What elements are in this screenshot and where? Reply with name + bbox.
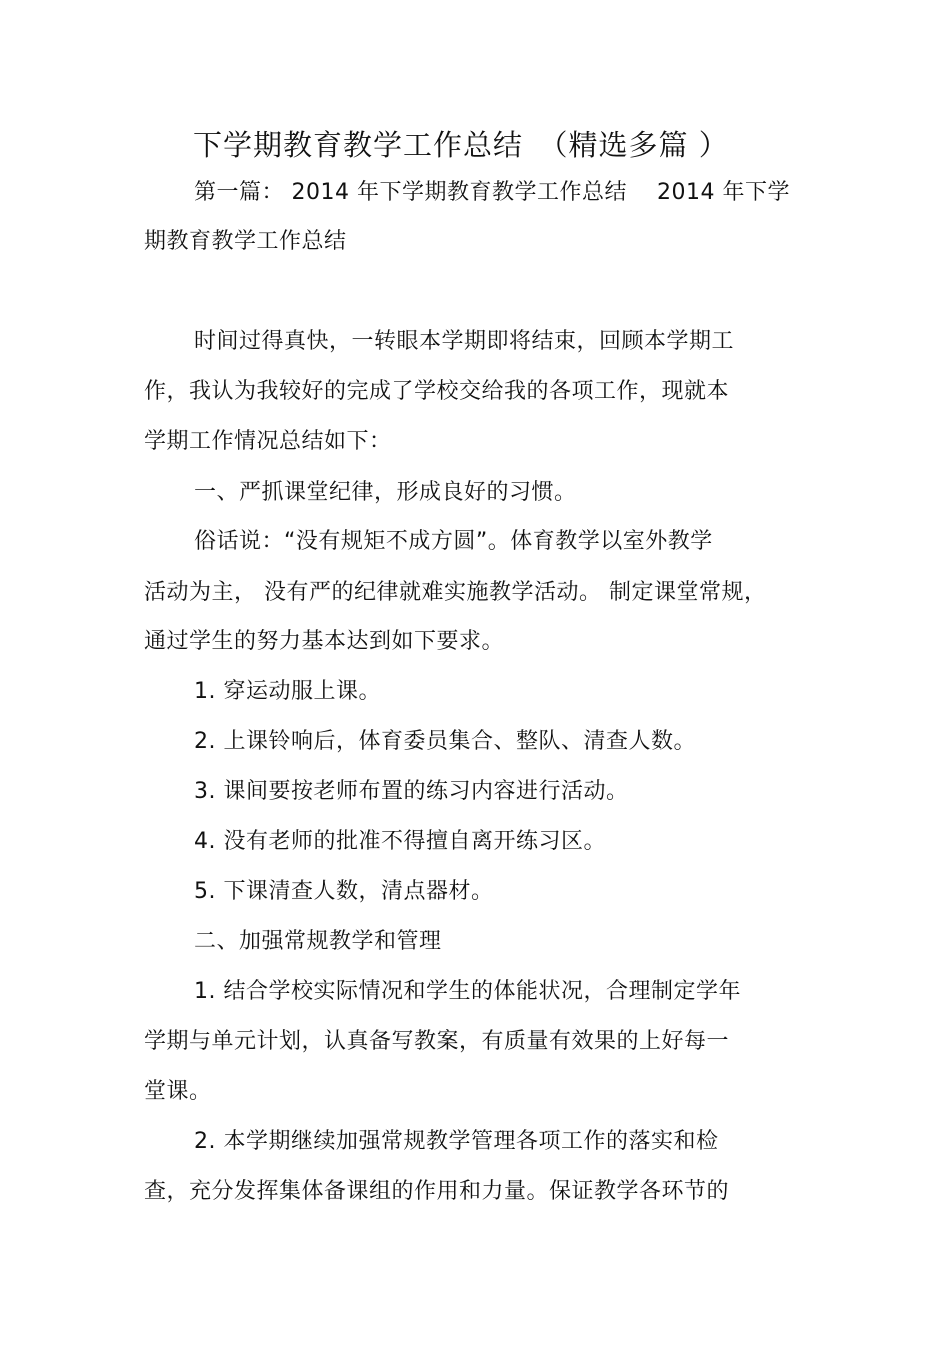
subtitle-line: 第一篇： 2014 年下学期教育教学工作总结 2014 年下学 (194, 180, 790, 205)
body-line: 活动为主， 没有严的纪律就难实施教学活动。 制定课堂常规， (144, 580, 767, 605)
subtitle-line: 期教育教学工作总结 (144, 229, 347, 254)
body-line: 堂课。 (144, 1079, 212, 1104)
body-line: 俗话说：“没有规矩不成方圆”。体育教学以室外教学 (194, 529, 713, 554)
list-item: 1. 穿运动服上课。 (194, 679, 381, 704)
body-line: 1. 结合学校实际情况和学生的体能状况，合理制定学年 (194, 979, 741, 1004)
list-item: 3. 课间要按老师布置的练习内容进行活动。 (194, 779, 629, 804)
body-line: 学期工作情况总结如下： (144, 429, 392, 454)
body-line: 作，我认为我较好的完成了学校交给我的各项工作，现就本 (144, 379, 730, 404)
section-heading: 一、严抓课堂纪律，形成良好的习惯。 (194, 480, 577, 505)
body-line: 2. 本学期继续加强常规教学管理各项工作的落实和检 (194, 1129, 719, 1154)
section-heading: 二、加强常规教学和管理 (194, 929, 442, 954)
body-line: 查，充分发挥集体备课组的作用和力量。保证教学各环节的 (144, 1179, 730, 1204)
body-line: 时间过得真快，一转眼本学期即将结束，回顾本学期工 (194, 329, 735, 354)
list-item: 4. 没有老师的批准不得擅自离开练习区。 (194, 829, 606, 854)
body-line: 通过学生的努力基本达到如下要求。 (144, 629, 505, 654)
document-title: 下学期教育教学工作总结 （精选多篇 ） (193, 128, 729, 162)
list-item: 2. 上课铃响后，体育委员集合、整队、清查人数。 (194, 729, 696, 754)
list-item: 5. 下课清查人数，清点器材。 (194, 879, 494, 904)
body-line: 学期与单元计划，认真备写教案，有质量有效果的上好每一 (144, 1029, 730, 1054)
